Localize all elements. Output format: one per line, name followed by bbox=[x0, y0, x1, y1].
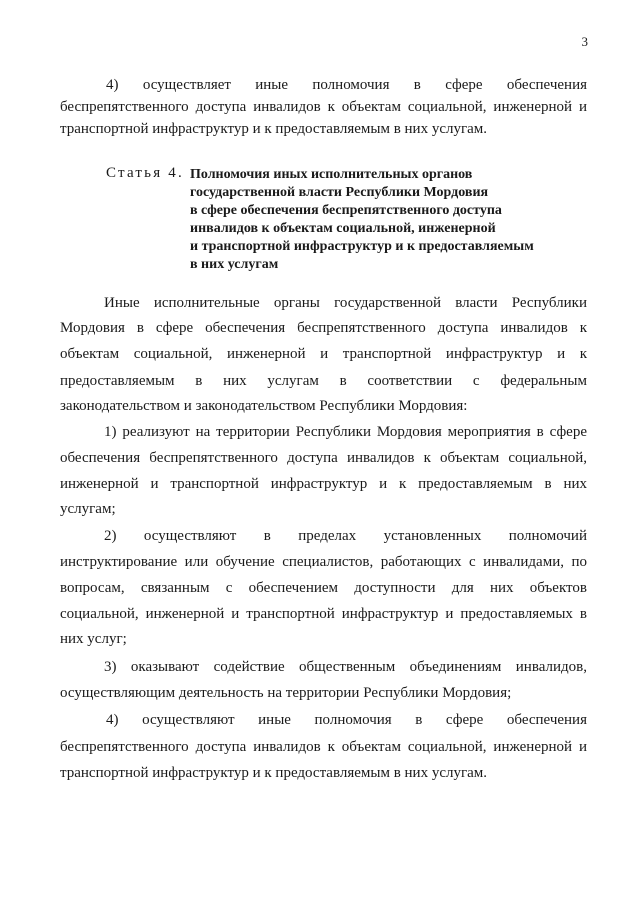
item3-line-1: 3) оказывают содействие общественным объединениям инвалидов, bbox=[104, 659, 587, 675]
item1-line-3: инженерной и транспортной инфраструктур и к предоставляемым в них bbox=[60, 476, 587, 492]
article-title-line-3: в сфере обеспечения беспрепятственного доступа bbox=[190, 203, 502, 218]
intro-line-4: предоставляемым в них услугам в соответствии с федеральным bbox=[60, 373, 587, 389]
item4-top-line-2: беспрепятственного доступа инвалидов к объектам социальной, инженерной и bbox=[60, 99, 587, 115]
item4-top-line-1: 4) осуществляет иные полномочия в сфере обеспечения bbox=[106, 77, 587, 93]
item1-line-2: обеспечения беспрепятственного доступа инвалидов к объектам социальной, bbox=[60, 450, 587, 466]
page-number: 3 bbox=[581, 34, 588, 49]
intro-line-1: Иные исполнительные органы государственной власти Республики bbox=[104, 295, 587, 311]
item4-top-line-3: транспортной инфраструктур и к предоставляемым в них услугам. bbox=[60, 121, 488, 137]
article-title-line-1: Полномочия иных исполнительных органов bbox=[190, 167, 473, 182]
item3-line-2: осуществляющим деятельность на территории Республики Мордовия; bbox=[60, 685, 512, 701]
intro-line-2: Мордовия в сфере обеспечения беспрепятственного доступа инвалидов к bbox=[60, 320, 587, 336]
item4-line-1: 4) осуществляют иные полномочия в сфере обеспечения bbox=[106, 712, 587, 728]
item2-line-3: вопросам, связанным с обеспечением доступности для них объектов bbox=[60, 580, 587, 596]
item4-line-2: беспрепятственного доступа инвалидов к объектам социальной, инженерной и bbox=[60, 739, 587, 755]
article-title-line-6: в них услугам bbox=[190, 257, 279, 272]
intro-line-3: объектам социальной, инженерной и транспортной инфраструктур и к bbox=[60, 346, 587, 362]
item1-line-1: 1) реализуют на территории Республики Мордовия мероприятия в сфере bbox=[104, 424, 587, 440]
article-label: Статья 4. bbox=[106, 165, 184, 181]
article-title-line-2: государственной власти Республики Мордовия bbox=[190, 185, 489, 200]
article-title-line-5: и транспортной инфраструктур и к предоставляемым bbox=[190, 239, 534, 254]
item2-line-1: 2) осуществляют в пределах установленных полномочий bbox=[104, 528, 587, 544]
item2-line-2: инструктирование или обучение специалистов, работающих с инвалидами, по bbox=[60, 554, 587, 570]
item4-line-3: транспортной инфраструктур и к предоставляемым в них услугам. bbox=[60, 765, 488, 781]
article-title-line-4: инвалидов к объектам социальной, инженерной bbox=[190, 221, 496, 236]
item1-line-4: услугам; bbox=[60, 501, 116, 517]
item2-line-5: них услуг; bbox=[60, 631, 127, 647]
item2-line-4: социальной, инженерной и транспортной инфраструктур и предоставляемых в bbox=[60, 606, 587, 622]
intro-line-5: законодательством и законодательством Республики Мордовия: bbox=[60, 398, 468, 414]
